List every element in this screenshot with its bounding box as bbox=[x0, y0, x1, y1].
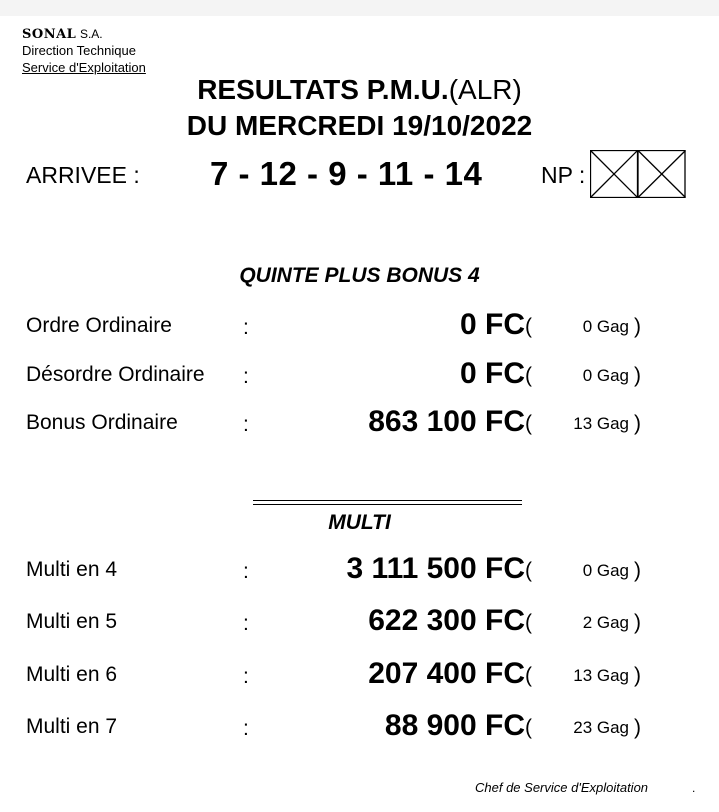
row-open-paren: ( bbox=[525, 664, 532, 687]
row-label: Multi en 5 bbox=[26, 610, 118, 633]
row-close-paren: ) bbox=[634, 412, 641, 435]
row-colon: : bbox=[243, 612, 249, 635]
row-colon: : bbox=[243, 365, 249, 388]
arrival-numbers: 7 - 12 - 9 - 11 - 14 bbox=[210, 155, 483, 192]
np-label: NP : bbox=[541, 162, 586, 188]
row-label: Bonus Ordinaire bbox=[26, 411, 178, 434]
row-label: Multi en 4 bbox=[26, 558, 118, 581]
row-gag: 13 Gag bbox=[573, 414, 629, 433]
row-open-paren: ( bbox=[525, 315, 532, 338]
row-open-paren: ( bbox=[525, 412, 532, 435]
row-open-paren: ( bbox=[525, 364, 532, 387]
row-colon: : bbox=[243, 717, 249, 740]
row-gag: 0 Gag bbox=[582, 366, 629, 385]
row-amount: 622 300 FC bbox=[368, 604, 525, 637]
brand-logo: SONAL bbox=[22, 27, 77, 42]
row-open-paren: ( bbox=[525, 716, 532, 739]
row-colon: : bbox=[243, 413, 249, 436]
row-amount: 207 400 FC bbox=[368, 657, 525, 690]
top-strip bbox=[0, 0, 719, 16]
row-label: Multi en 6 bbox=[26, 663, 118, 686]
row-open-paren: ( bbox=[525, 611, 532, 634]
page-subtitle: DU MERCREDI 19/10/2022 bbox=[186, 110, 533, 141]
row-gag: 0 Gag bbox=[582, 561, 629, 580]
brand-suffix: S.A. bbox=[79, 27, 103, 41]
title-main: RESULTATS P.M.U. bbox=[197, 74, 449, 105]
row-close-paren: ) bbox=[634, 664, 641, 687]
row-amount: 3 111 500 FC bbox=[346, 552, 525, 585]
row-close-paren: ) bbox=[634, 716, 641, 739]
row-colon: : bbox=[243, 665, 249, 688]
row-amount: 0 FC bbox=[459, 308, 525, 341]
multi-title: MULTI bbox=[328, 511, 391, 534]
row-amount: 863 100 FC bbox=[368, 405, 525, 438]
row-close-paren: ) bbox=[634, 364, 641, 387]
row-label: Désordre Ordinaire bbox=[26, 363, 205, 386]
row-label: Ordre Ordinaire bbox=[26, 314, 172, 337]
row-amount: 0 FC bbox=[459, 357, 525, 390]
row-close-paren: ) bbox=[634, 315, 641, 338]
row-open-paren: ( bbox=[525, 559, 532, 582]
title-suffix: (ALR) bbox=[448, 74, 522, 105]
row-label: Multi en 7 bbox=[26, 715, 118, 738]
row-gag: 23 Gag bbox=[573, 718, 629, 737]
row-gag: 2 Gag bbox=[582, 613, 629, 632]
row-gag: 0 Gag bbox=[582, 317, 629, 336]
department: Direction Technique bbox=[22, 43, 136, 58]
page-title bbox=[0, 74, 719, 106]
org-name bbox=[22, 26, 103, 42]
signature-line: Chef de Service d'Exploitation bbox=[475, 780, 649, 795]
row-colon: : bbox=[243, 560, 249, 583]
service-name: Service d'Exploitation bbox=[22, 60, 146, 75]
np-crossed-boxes bbox=[590, 150, 686, 198]
footer-dot: . bbox=[692, 781, 696, 795]
quinte-title: QUINTE PLUS BONUS 4 bbox=[239, 264, 480, 287]
row-gag: 13 Gag bbox=[573, 666, 629, 685]
section-divider bbox=[253, 500, 522, 505]
row-close-paren: ) bbox=[634, 611, 641, 634]
arrival-label: ARRIVEE : bbox=[26, 162, 140, 188]
row-colon: : bbox=[243, 316, 249, 339]
row-close-paren: ) bbox=[634, 559, 641, 582]
row-amount: 88 900 FC bbox=[384, 709, 525, 742]
